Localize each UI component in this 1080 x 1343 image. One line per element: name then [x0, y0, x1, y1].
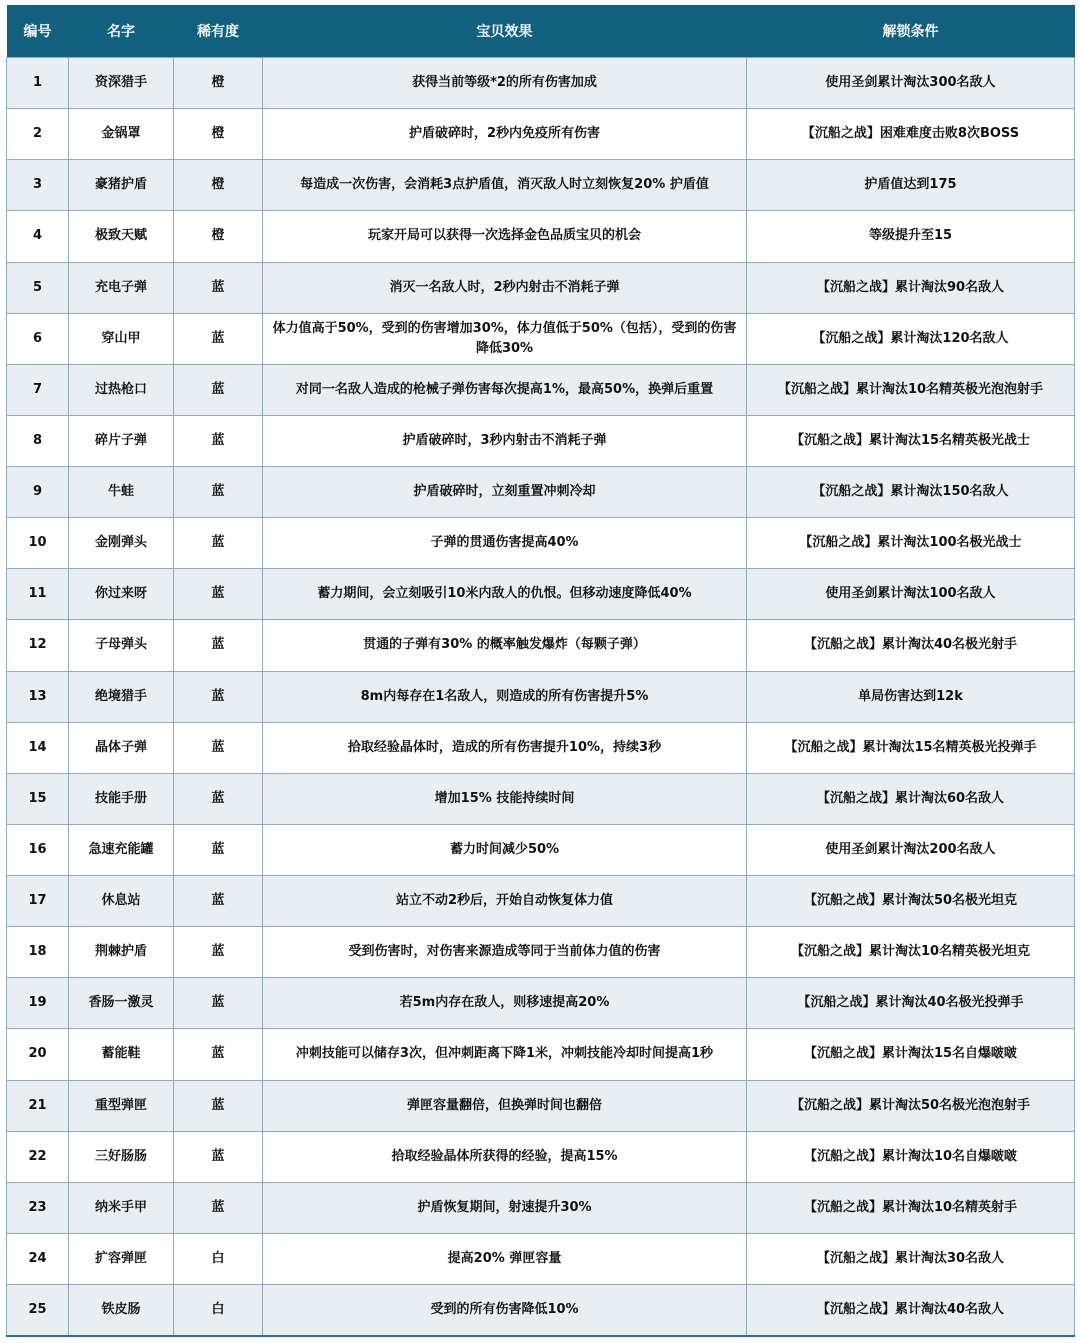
cell-name: 牛蛙 — [69, 467, 174, 518]
cell-number: 11 — [7, 569, 69, 620]
table-row — [7, 262, 1075, 313]
cell-unlock-condition: 护盾值达到175 — [747, 160, 1075, 211]
cell-effect: 体力值高于50%，受到的伤害增加30%，体力值低于50%（包括），受到的伤害降低30% — [263, 313, 747, 364]
cell-rarity: 蓝 — [174, 415, 263, 466]
cell-rarity: 蓝 — [174, 722, 263, 773]
header-effect: 宝贝效果 — [263, 5, 747, 58]
cell-number: 14 — [7, 722, 69, 773]
cell-unlock-condition: 【沉船之战】困难难度击败8次BOSS — [747, 109, 1075, 160]
cell-rarity: 白 — [174, 1285, 263, 1337]
cell-rarity: 蓝 — [174, 824, 263, 875]
cell-number: 19 — [7, 978, 69, 1029]
header-rarity: 稀有度 — [174, 5, 263, 58]
table-row — [7, 1131, 1075, 1182]
table-row — [7, 722, 1075, 773]
cell-unlock-condition: 【沉船之战】累计淘汰50名极光坦克 — [747, 876, 1075, 927]
cell-name: 蓄能鞋 — [69, 1029, 174, 1080]
table-row — [7, 415, 1075, 466]
items-table — [6, 5, 1075, 1337]
cell-number: 20 — [7, 1029, 69, 1080]
cell-rarity: 蓝 — [174, 876, 263, 927]
table-body — [7, 58, 1075, 1337]
cell-unlock-condition: 使用圣剑累计淘汰100名敌人 — [747, 569, 1075, 620]
cell-name: 资深猎手 — [69, 58, 174, 109]
cell-rarity: 蓝 — [174, 1182, 263, 1233]
cell-effect: 护盾破碎时，3秒内射击不消耗子弹 — [263, 415, 747, 466]
table-row — [7, 1182, 1075, 1233]
cell-effect: 受到伤害时，对伤害来源造成等同于当前体力值的伤害 — [263, 927, 747, 978]
cell-name: 急速充能罐 — [69, 824, 174, 875]
cell-rarity: 白 — [174, 1233, 263, 1284]
cell-unlock-condition: 单局伤害达到12k — [747, 671, 1075, 722]
cell-effect: 站立不动2秒后，开始自动恢复体力值 — [263, 876, 747, 927]
cell-unlock-condition: 【沉船之战】累计淘汰90名敌人 — [747, 262, 1075, 313]
cell-rarity: 蓝 — [174, 467, 263, 518]
table-row — [7, 467, 1075, 518]
cell-name: 晶体子弹 — [69, 722, 174, 773]
cell-effect: 消灭一名敌人时，2秒内射击不消耗子弹 — [263, 262, 747, 313]
table-header-row — [7, 5, 1075, 58]
cell-rarity: 蓝 — [174, 569, 263, 620]
cell-number: 24 — [7, 1233, 69, 1284]
cell-name: 荆棘护盾 — [69, 927, 174, 978]
header-name: 名字 — [69, 5, 174, 58]
cell-unlock-condition: 【沉船之战】累计淘汰30名敌人 — [747, 1233, 1075, 1284]
cell-number: 1 — [7, 58, 69, 109]
cell-rarity: 蓝 — [174, 1080, 263, 1131]
cell-name: 子母弹头 — [69, 620, 174, 671]
cell-effect: 提高20% 弹匣容量 — [263, 1233, 747, 1284]
cell-number: 4 — [7, 211, 69, 262]
table-row — [7, 1233, 1075, 1284]
cell-number: 9 — [7, 467, 69, 518]
cell-name: 扩容弹匣 — [69, 1233, 174, 1284]
table-row — [7, 1285, 1075, 1337]
cell-number: 17 — [7, 876, 69, 927]
cell-effect: 每造成一次伤害，会消耗3点护盾值，消灭敌人时立刻恢复20% 护盾值 — [263, 160, 747, 211]
table-row — [7, 671, 1075, 722]
cell-effect: 若5m内存在敌人，则移速提高20% — [263, 978, 747, 1029]
cell-name: 金锅罩 — [69, 109, 174, 160]
cell-name: 重型弹匣 — [69, 1080, 174, 1131]
cell-rarity: 橙 — [174, 160, 263, 211]
cell-number: 10 — [7, 518, 69, 569]
cell-name: 充电子弹 — [69, 262, 174, 313]
cell-name: 碎片子弹 — [69, 415, 174, 466]
cell-rarity: 蓝 — [174, 773, 263, 824]
cell-effect: 玩家开局可以获得一次选择金色品质宝贝的机会 — [263, 211, 747, 262]
table-row — [7, 211, 1075, 262]
cell-rarity: 橙 — [174, 109, 263, 160]
cell-number: 6 — [7, 313, 69, 364]
table-row — [7, 569, 1075, 620]
cell-number: 15 — [7, 773, 69, 824]
cell-effect: 对同一名敌人造成的枪械子弹伤害每次提高1%，最高50%，换弹后重置 — [263, 364, 747, 415]
cell-unlock-condition: 【沉船之战】累计淘汰15名精英极光战士 — [747, 415, 1075, 466]
cell-unlock-condition: 【沉船之战】累计淘汰10名精英射手 — [747, 1182, 1075, 1233]
cell-effect: 弹匣容量翻倍，但换弹时间也翻倍 — [263, 1080, 747, 1131]
cell-rarity: 蓝 — [174, 262, 263, 313]
cell-effect: 子弹的贯通伤害提高40% — [263, 518, 747, 569]
table-row — [7, 160, 1075, 211]
cell-effect: 护盾恢复期间，射速提升30% — [263, 1182, 747, 1233]
cell-rarity: 橙 — [174, 211, 263, 262]
cell-effect: 护盾破碎时，2秒内免疫所有伤害 — [263, 109, 747, 160]
cell-name: 你过来呀 — [69, 569, 174, 620]
cell-unlock-condition: 【沉船之战】累计淘汰15名自爆啵啵 — [747, 1029, 1075, 1080]
cell-unlock-condition: 【沉船之战】累计淘汰15名精英极光投弹手 — [747, 722, 1075, 773]
table-row — [7, 313, 1075, 364]
cell-name: 绝境猎手 — [69, 671, 174, 722]
cell-effect: 受到的所有伤害降低10% — [263, 1285, 747, 1337]
cell-effect: 蓄力期间，会立刻吸引10米内敌人的仇恨。但移动速度降低40% — [263, 569, 747, 620]
cell-name: 三好肠肠 — [69, 1131, 174, 1182]
table-row — [7, 773, 1075, 824]
table-row — [7, 620, 1075, 671]
cell-number: 22 — [7, 1131, 69, 1182]
cell-number: 2 — [7, 109, 69, 160]
cell-number: 16 — [7, 824, 69, 875]
cell-number: 12 — [7, 620, 69, 671]
cell-unlock-condition: 【沉船之战】累计淘汰50名极光泡泡射手 — [747, 1080, 1075, 1131]
cell-unlock-condition: 【沉船之战】累计淘汰10名精英极光泡泡射手 — [747, 364, 1075, 415]
cell-effect: 拾取经验晶体所获得的经验，提高15% — [263, 1131, 747, 1182]
cell-effect: 护盾破碎时，立刻重置冲刺冷却 — [263, 467, 747, 518]
cell-effect: 冲刺技能可以储存3次，但冲刺距离下降1米，冲刺技能冷却时间提高1秒 — [263, 1029, 747, 1080]
cell-rarity: 蓝 — [174, 518, 263, 569]
cell-rarity: 橙 — [174, 58, 263, 109]
cell-number: 23 — [7, 1182, 69, 1233]
cell-unlock-condition: 使用圣剑累计淘汰200名敌人 — [747, 824, 1075, 875]
cell-rarity: 蓝 — [174, 620, 263, 671]
cell-rarity: 蓝 — [174, 313, 263, 364]
table-row — [7, 58, 1075, 109]
cell-name: 豪猪护盾 — [69, 160, 174, 211]
cell-unlock-condition: 使用圣剑累计淘汰300名敌人 — [747, 58, 1075, 109]
cell-number: 8 — [7, 415, 69, 466]
cell-number: 25 — [7, 1285, 69, 1337]
cell-number: 3 — [7, 160, 69, 211]
cell-rarity: 蓝 — [174, 978, 263, 1029]
cell-name: 纳米手甲 — [69, 1182, 174, 1233]
cell-rarity: 蓝 — [174, 1131, 263, 1182]
cell-unlock-condition: 【沉船之战】累计淘汰120名敌人 — [747, 313, 1075, 364]
cell-unlock-condition: 【沉船之战】累计淘汰10名自爆啵啵 — [747, 1131, 1075, 1182]
table-row — [7, 109, 1075, 160]
cell-number: 5 — [7, 262, 69, 313]
table-row — [7, 364, 1075, 415]
cell-unlock-condition: 【沉船之战】累计淘汰10名精英极光坦克 — [747, 927, 1075, 978]
cell-number: 7 — [7, 364, 69, 415]
cell-unlock-condition: 【沉船之战】累计淘汰40名极光射手 — [747, 620, 1075, 671]
table-row — [7, 927, 1075, 978]
cell-name: 技能手册 — [69, 773, 174, 824]
cell-unlock-condition: 【沉船之战】累计淘汰150名敌人 — [747, 467, 1075, 518]
cell-name: 极致天赋 — [69, 211, 174, 262]
cell-rarity: 蓝 — [174, 364, 263, 415]
cell-unlock-condition: 【沉船之战】累计淘汰100名极光战士 — [747, 518, 1075, 569]
cell-effect: 贯通的子弹有30% 的概率触发爆炸（每颗子弹） — [263, 620, 747, 671]
cell-unlock-condition: 【沉船之战】累计淘汰40名极光投弹手 — [747, 978, 1075, 1029]
cell-name: 金刚弹头 — [69, 518, 174, 569]
cell-effect: 拾取经验晶体时，造成的所有伤害提升10%，持续3秒 — [263, 722, 747, 773]
table-row — [7, 518, 1075, 569]
cell-rarity: 蓝 — [174, 927, 263, 978]
cell-name: 香肠一激灵 — [69, 978, 174, 1029]
cell-unlock-condition: 【沉船之战】累计淘汰40名敌人 — [747, 1285, 1075, 1337]
table-row — [7, 1029, 1075, 1080]
header-number: 编号 — [7, 5, 69, 58]
cell-rarity: 蓝 — [174, 1029, 263, 1080]
cell-name: 穿山甲 — [69, 313, 174, 364]
cell-effect: 获得当前等级*2的所有伤害加成 — [263, 58, 747, 109]
table-row — [7, 876, 1075, 927]
cell-unlock-condition: 【沉船之战】累计淘汰60名敌人 — [747, 773, 1075, 824]
cell-number: 21 — [7, 1080, 69, 1131]
table-row — [7, 1080, 1075, 1131]
cell-unlock-condition: 等级提升至15 — [747, 211, 1075, 262]
cell-effect: 蓄力时间减少50% — [263, 824, 747, 875]
cell-rarity: 蓝 — [174, 671, 263, 722]
cell-name: 过热枪口 — [69, 364, 174, 415]
cell-name: 休息站 — [69, 876, 174, 927]
table-row — [7, 978, 1075, 1029]
cell-number: 18 — [7, 927, 69, 978]
cell-effect: 8m内每存在1名敌人，则造成的所有伤害提升5% — [263, 671, 747, 722]
header-unlock-condition: 解锁条件 — [747, 5, 1075, 58]
cell-effect: 增加15% 技能持续时间 — [263, 773, 747, 824]
cell-name: 铁皮肠 — [69, 1285, 174, 1337]
table-row — [7, 824, 1075, 875]
cell-number: 13 — [7, 671, 69, 722]
